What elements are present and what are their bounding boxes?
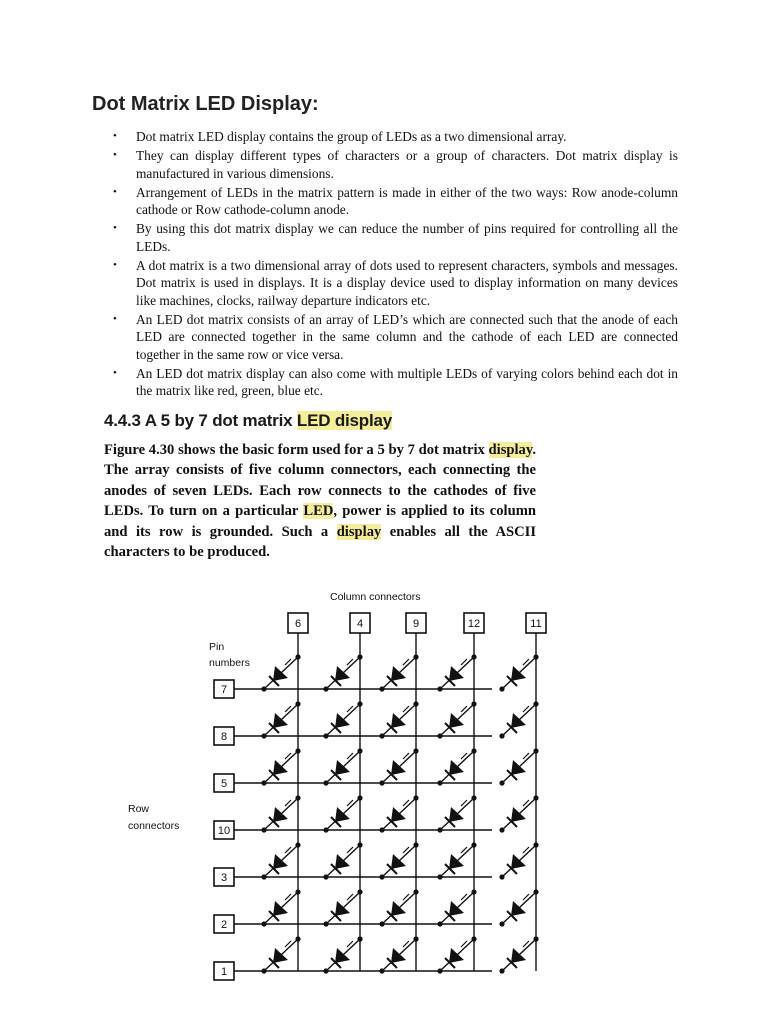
column-pin-number: 11: [530, 618, 542, 630]
bullet-glyph: •: [113, 185, 117, 198]
column-connectors-label: Column connectors: [330, 591, 421, 603]
paragraph-text: , power is applied to its column and its row is grounded. Such a: [104, 503, 536, 540]
bullet-glyph: •: [113, 149, 117, 161]
column-pin-number: 9: [412, 618, 420, 630]
row-pin-number: 10: [217, 825, 231, 837]
list-item: [110, 147, 678, 182]
highlighted-text: display: [488, 442, 533, 458]
bullet-glyph: •: [113, 222, 117, 234]
bullet-glyph: •: [113, 130, 117, 142]
pin-numbers-label: numbers: [209, 657, 250, 669]
row-pin-number: 8: [220, 731, 228, 743]
list-item-text: Dot matrix LED display contains the group of LEDs as a two dimensional array.: [136, 129, 567, 144]
led-grid: [214, 613, 546, 980]
list-item: [110, 365, 678, 400]
list-item-text: By using this dot matrix display we can reduce the number of pins required for controlling all the LEDs.: [136, 221, 678, 254]
section-heading-text: 4.4.3 A 5 by 7 dot matrix: [104, 411, 297, 430]
highlighted-text: LED display: [296, 411, 392, 430]
row-pin-number: 2: [220, 919, 228, 931]
paragraph-text: Figure 4.30 shows the basic form used for a 5 by 7 dot matrix: [104, 442, 489, 458]
highlighted-text: display: [336, 523, 382, 540]
row-connectors-label: Row: [128, 803, 150, 815]
row-pin-number: 1: [220, 966, 228, 978]
row-pin-number: 5: [220, 778, 228, 790]
list-item-text: Arrangement of LEDs in the matrix pattern is made in either of the two ways: Row anode-column cathode or Row cathode-column anode.: [136, 184, 678, 217]
section-heading: [104, 411, 392, 431]
list-item: [110, 128, 678, 146]
pin-numbers-label: Pin: [209, 641, 225, 653]
column-pin-number: 4: [356, 618, 364, 630]
list-item-text: An LED dot matrix display can also come with multiple LEDs of varying colors behind each dot in the matrix like red, green, blue etc.: [136, 365, 678, 398]
list-item: [110, 257, 678, 310]
list-item: [110, 220, 678, 255]
column-pin-number: 12: [467, 618, 481, 630]
page-title: Dot Matrix LED Display:: [92, 93, 319, 115]
paragraph-text: enables all the ASCII characters to be produced.: [104, 523, 536, 561]
scan-paragraph: [104, 440, 536, 562]
column-pin-number: 6: [294, 618, 302, 630]
bullet-glyph: •: [113, 258, 117, 271]
row-pin-number: 3: [220, 872, 228, 884]
dot-matrix-diagram: [100, 585, 580, 985]
list-item-text: A dot matrix is a two dimensional array of dots used to represent characters, symbols and messages. Dot matrix is used in displays. It is a display device used to display information on many devices like machines, clocks, railway departure indicators etc.: [136, 257, 678, 308]
highlighted-text: LED: [303, 503, 334, 520]
list-item-text: An LED dot matrix consists of an array of LED’s which are connected such that the anode of each LED are connected together in the same column and the cathode of each LED are connected together in the same row or vice versa.: [136, 311, 678, 362]
bullet-glyph: •: [113, 312, 117, 325]
list-item-text: They can display different types of characters or a group of characters. Dot matrix display is manufactured in various dimensions.: [136, 148, 678, 181]
list-item: [110, 184, 678, 219]
paragraph-text: . The array consists of five column connectors, each connecting the anodes of seven LEDs. Each row connects to the cathodes of five LEDs. To turn on a particular: [104, 442, 536, 520]
bullet-glyph: •: [113, 366, 117, 379]
list-item: [110, 311, 678, 364]
bullet-list: [110, 128, 678, 401]
row-pin-number: 7: [220, 684, 228, 696]
row-connectors-label: connectors: [128, 820, 180, 832]
